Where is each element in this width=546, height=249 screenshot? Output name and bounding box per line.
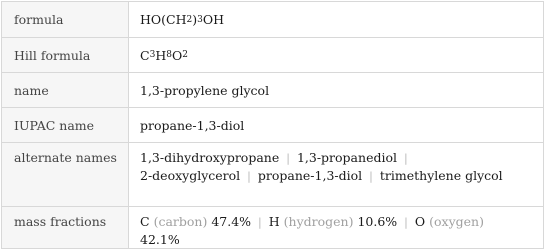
- row-iupac-name: [2, 107, 543, 142]
- element-name: (hydrogen): [283, 214, 354, 229]
- alternate-name: 1,3-dihydroxypropane: [140, 150, 280, 165]
- element-name: (carbon): [153, 214, 208, 229]
- mass-fractions-value: [129, 207, 543, 248]
- row-label: mass fractions: [2, 207, 129, 248]
- separator: |: [369, 170, 373, 183]
- separator: |: [404, 216, 408, 229]
- formula-part: HO(CH: [140, 12, 187, 27]
- formula-part: O: [171, 47, 183, 63]
- separator: |: [403, 152, 408, 165]
- alternate-name: trimethylene glycol: [379, 168, 503, 183]
- row-formula: [2, 2, 543, 37]
- element-symbol: O: [414, 214, 426, 229]
- row-alternate-names: [2, 142, 543, 206]
- row-name: [2, 72, 543, 107]
- formula-part: H: [155, 47, 167, 63]
- mass-fraction-value: 42.1%: [140, 232, 180, 247]
- element-symbol: C: [140, 214, 150, 229]
- properties-table: [1, 1, 544, 249]
- separator: |: [286, 152, 290, 165]
- row-label: formula: [2, 2, 129, 37]
- formula-part: OH: [202, 12, 225, 27]
- row-label: alternate names: [2, 143, 129, 206]
- separator: |: [247, 170, 251, 183]
- row-label: Hill formula: [2, 38, 129, 72]
- alternate-names-value: [129, 143, 543, 206]
- row-label: name: [2, 73, 129, 107]
- element-name: (oxygen): [429, 214, 484, 229]
- iupac-name-value: propane-1,3-diol: [140, 117, 245, 133]
- element-symbol: H: [268, 214, 280, 229]
- separator: |: [258, 216, 262, 229]
- row-label: IUPAC name: [2, 108, 129, 142]
- formula-part: ): [192, 12, 198, 27]
- row-hill-formula: [2, 37, 543, 72]
- alternate-name: 2-deoxyglycerol: [140, 168, 241, 183]
- row-mass-fractions: [2, 206, 543, 248]
- alternate-name: 1,3-propanediol: [296, 150, 397, 165]
- mass-fraction-value: 47.4%: [211, 214, 252, 229]
- mass-fraction-value: 10.6%: [357, 214, 398, 229]
- name-value: 1,3-propylene glycol: [140, 82, 270, 98]
- formula-value: HO(CH 2 ) 3 OH: [140, 12, 225, 27]
- hill-formula-value: C 3 H 8 O 2: [140, 47, 188, 63]
- alternate-name: propane-1,3-diol: [257, 168, 363, 183]
- formula-part: C: [140, 47, 150, 63]
